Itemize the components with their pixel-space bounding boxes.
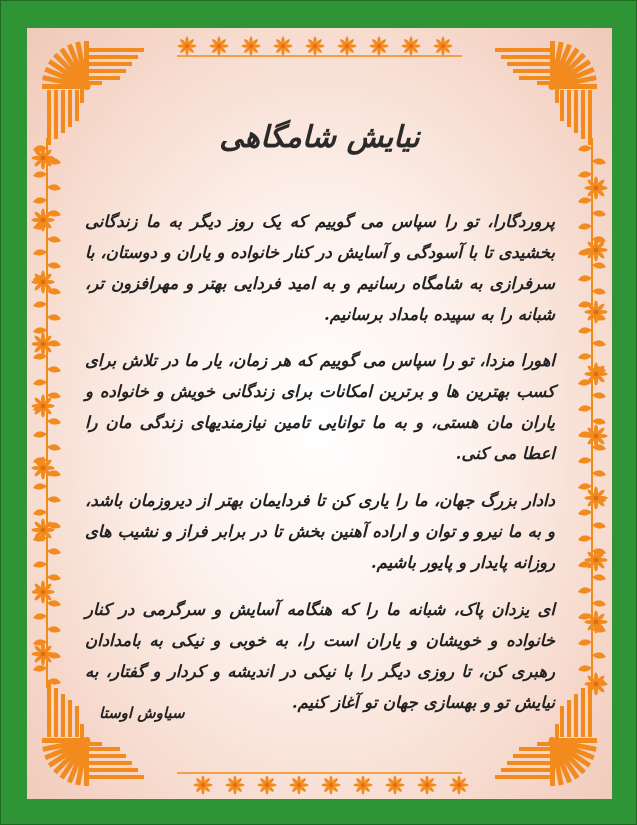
flower-vine-icon bbox=[274, 37, 293, 56]
flower-vine-icon bbox=[226, 776, 245, 795]
flower-vine-icon bbox=[290, 776, 309, 795]
prayer-paragraph-1: پروردگارا، تو را سپاس می گوییم که یک روز دیگر به ما زندگانی بخشیدی تا با آسودگی و آسایش در کنار خانواده و یاران و دوستان، با سرفرازی به شامگاه رسانیم و به امید فردایی بهتر و مهرافزون تر، شبانه را به سپیده بامداد برسانیم. bbox=[85, 212, 555, 324]
flower-vine-icon bbox=[354, 776, 373, 795]
flower-vine-icon bbox=[338, 37, 357, 56]
flower-vine-icon bbox=[584, 486, 607, 509]
flower-vine-icon bbox=[584, 300, 607, 323]
flower-vine-icon bbox=[178, 37, 197, 56]
flower-vine-icon bbox=[31, 580, 54, 603]
signature: سیاوش اوستا bbox=[99, 704, 185, 722]
flower-vine-icon bbox=[242, 37, 261, 56]
flower-vine-icon bbox=[31, 518, 54, 541]
flower-vine-icon bbox=[31, 394, 54, 417]
flower-vine-icon bbox=[584, 672, 607, 695]
flower-vine-icon bbox=[386, 776, 405, 795]
flower-vine-icon bbox=[584, 424, 607, 447]
flower-vine-icon bbox=[584, 548, 607, 571]
flower-vine-icon bbox=[194, 776, 213, 795]
flower-vine-icon bbox=[210, 37, 229, 56]
flower-vine-icon bbox=[450, 776, 469, 795]
flower-vine-icon bbox=[258, 776, 277, 795]
flower-vine-icon bbox=[31, 332, 54, 355]
flower-vine-icon bbox=[584, 176, 607, 199]
flower-vine-icon bbox=[584, 238, 607, 261]
prayer-paragraph-2: اهورا مزدا، تو را سپاس می گوییم که هر زمان، یار ما در تلاش برای کسب بهترین ها و برترین امکانات برای زندگانی خویش و خانواده و یاران مان هستی، و به ما توانایی تامین نیازمندیهای زندگی مان را اعطا می کنی. bbox=[85, 351, 555, 463]
flower-vine-icon bbox=[584, 362, 607, 385]
flower-vine-icon bbox=[306, 37, 325, 56]
flower-vine-icon bbox=[31, 456, 54, 479]
flower-vine-icon bbox=[322, 776, 341, 795]
flower-vine-icon bbox=[31, 270, 54, 293]
flower-vine-icon bbox=[31, 208, 54, 231]
prayer-paragraph-3: دادار بزرگ جهان، ما را یاری کن تا فردایمان بهتر از دیروزمان باشد، و به ما نیرو و توان و اراده آهنین بخش تا در برابر فراز و نشیب های روزانه پایدار و پایور باشیم. bbox=[85, 491, 555, 572]
flower-vine-icon bbox=[402, 37, 421, 56]
flower-vine-icon bbox=[434, 37, 453, 56]
flower-vine-icon bbox=[418, 776, 437, 795]
prayer-paragraph-4: ای یزدان پاک، شبانه ما را که هنگامه آسایش و سرگرمی در کنار خانواده و خویشان و یاران است را، به خوبی و نیکی به بامدادان رهبری کن، تا روزی دیگر را با نیکی در اندیشه و کردار و گفتار، به نیایش تو و بهسازی جهان تو آغاز کنیم. bbox=[85, 600, 556, 712]
flower-vine-icon bbox=[31, 642, 54, 665]
flower-vine-icon bbox=[370, 37, 389, 56]
paper bbox=[27, 28, 612, 799]
page-title: نیایش شامگاهی bbox=[219, 120, 420, 155]
flower-vine-icon bbox=[584, 610, 607, 633]
